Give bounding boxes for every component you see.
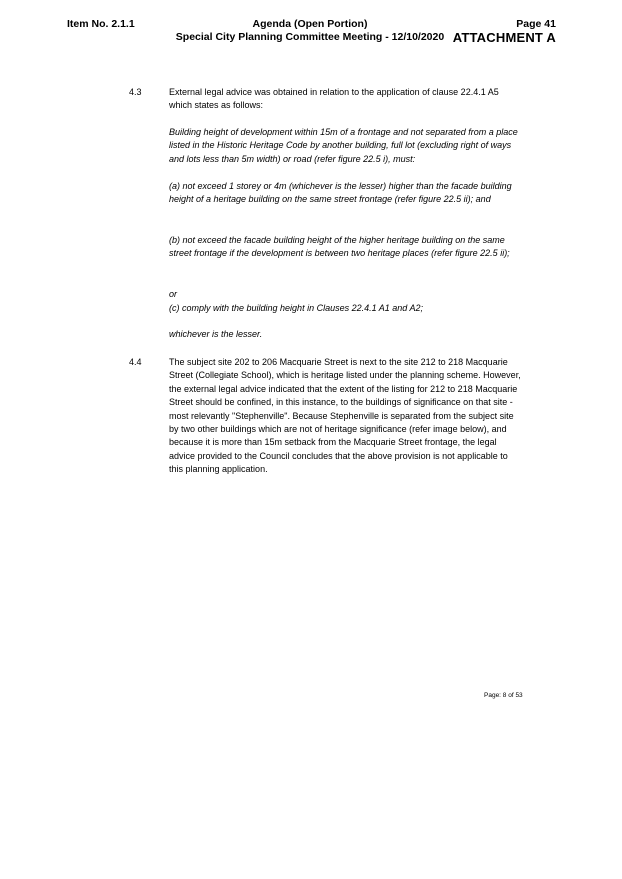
header-page-number: Page 41 xyxy=(516,18,556,30)
quote-clause-b: (b) not exceed the facade building height of the higher heritage building on the same street frontage if the development is between two heritage places (refer figure 22.5 ii); xyxy=(169,235,510,259)
page-footer: Page: 8 of 53 xyxy=(484,692,523,699)
section-number-4-4: 4.4 xyxy=(129,357,142,367)
quote-or: or xyxy=(169,289,178,299)
section-4-4-body: The subject site 202 to 206 Macquarie Street is next to the site 212 to 218 Macquarie Street (Collegiate School), which is heritage listed under the planning scheme. However, the external legal advice indicated that the extent of the listing for 212 to 218 Macquarie Street should be confined, in this instance, to the buildings of significance on that site - most relevantly "Stephenville". Because Stephenville is separated from the subject site by two other buildings which are not of heritage significance (refer image below), and because it is more than 15m setback from the Macquarie Street frontage, the legal advice provided to the Council concludes that the above provision is not applicable to this planning application. xyxy=(169,357,521,475)
quote-clause-a: (a) not exceed 1 storey or 4m (whichever is the lesser) higher than the facade building height of a heritage building on the same street frontage (refer figure 22.5 ii); and xyxy=(169,181,512,205)
header-item-number: Item No. 2.1.1 xyxy=(67,18,135,30)
attachment-label: ATTACHMENT A xyxy=(452,30,556,45)
section-number-4-3: 4.3 xyxy=(129,87,142,97)
meeting-title: Special City Planning Committee Meeting - 12/10/2020 xyxy=(175,31,445,43)
header-agenda xyxy=(150,18,470,44)
section-4-3-intro: External legal advice was obtained in relation to the application of clause 22.4.1 A5 which states as follows: xyxy=(169,87,499,111)
quote-building-height: Building height of development within 15m of a frontage and not separated from a place listed in the Historic Heritage Code by another building, full lot (excluding right of ways and lots less than 5m width) or road (refer figure 22.5 i), must: xyxy=(169,127,518,164)
agenda-title: Agenda (Open Portion) xyxy=(252,18,368,30)
quote-clause-c: (c) comply with the building height in Clauses 22.4.1 A1 and A2; xyxy=(169,303,423,313)
quote-end: whichever is the lesser. xyxy=(169,329,263,339)
